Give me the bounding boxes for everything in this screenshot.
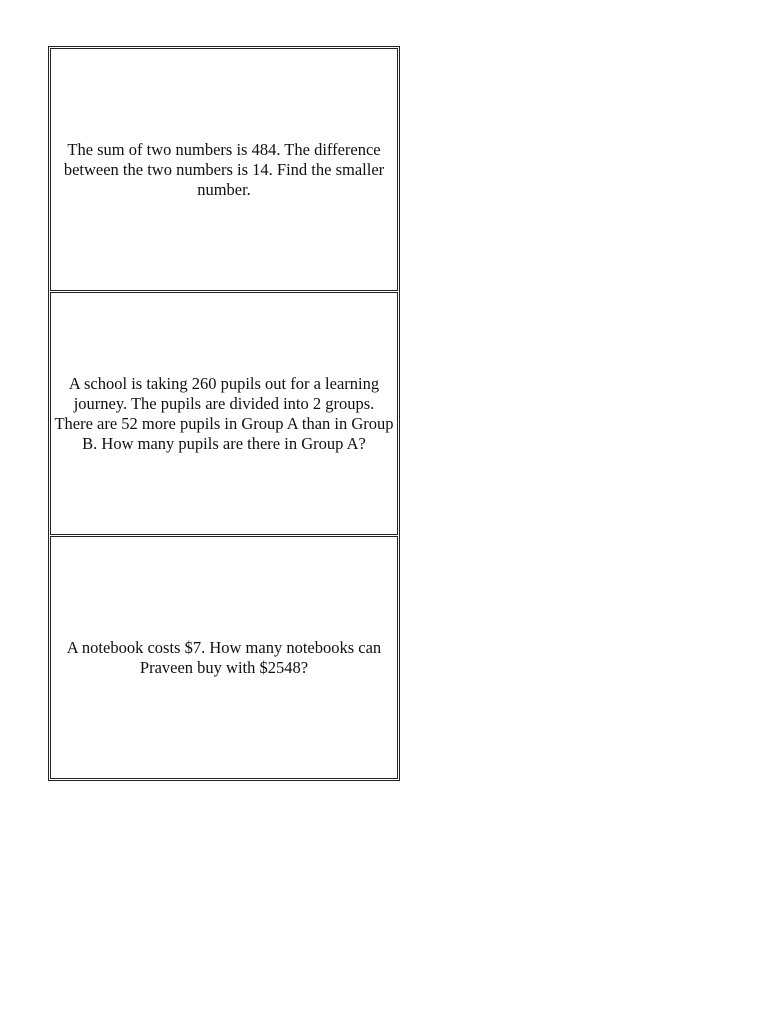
question-text: The sum of two numbers is 484. The difference between the two numbers is 14. Find the smaller number. [63,139,385,199]
question-text: A notebook costs $7. How many notebooks can Praveen buy with $2548? [66,637,382,677]
question-card-table [48,46,400,781]
question-card [50,536,398,779]
question-card [50,292,398,535]
question-card [50,48,398,291]
question-text: A school is taking 260 pupils out for a learning journey. The pupils are divided into 2 groups. There are 52 more pupils in Group A than in Group B. How many pupils are there in Group A? [54,373,394,453]
